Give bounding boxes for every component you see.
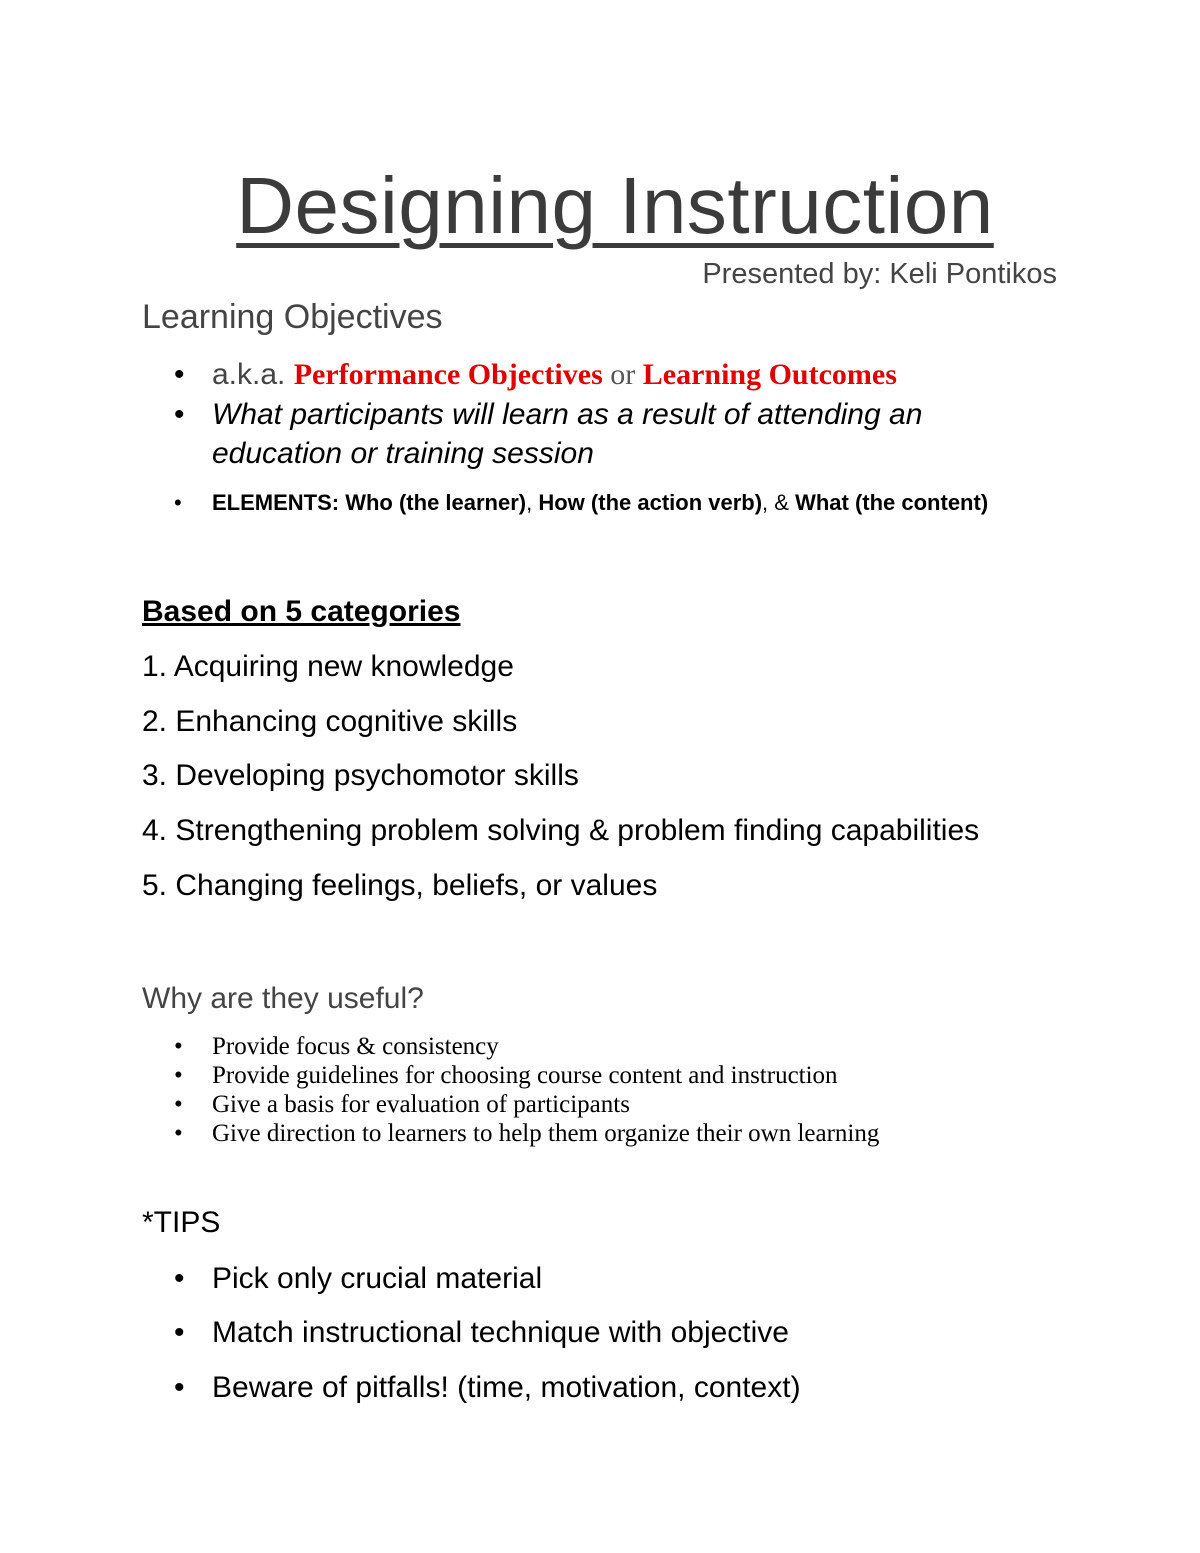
tip-item-text: Match instructional technique with objective — [212, 1316, 789, 1349]
tip-item — [174, 1371, 801, 1405]
learning-objectives-heading: Learning Objectives — [142, 298, 443, 336]
why-heading: Why are they useful? — [142, 982, 424, 1015]
aka-prefix: a.k.a. — [212, 358, 294, 391]
why-item-text: Give a basis for evaluation of participants — [212, 1091, 630, 1118]
bullet-glyph: • — [174, 1120, 183, 1147]
elements-bullet — [174, 490, 988, 516]
elements-sep-1: , — [526, 490, 539, 515]
definition-line-1: What participants will learn as a result of attending an — [212, 398, 923, 431]
bullet-glyph: • — [174, 1033, 183, 1060]
why-item-text: Provide focus & consistency — [212, 1033, 499, 1060]
aka-joiner: or — [602, 358, 643, 391]
bullet-glyph: • — [174, 1371, 185, 1404]
category-item: 3. Developing psychomotor skills — [142, 759, 579, 792]
bullet-glyph: • — [174, 490, 182, 515]
bullet-glyph: • — [174, 1091, 183, 1118]
why-item — [174, 1091, 630, 1119]
tip-item-text: Pick only crucial material — [212, 1262, 543, 1295]
definition-bullet — [174, 398, 922, 432]
aka-bullet — [174, 358, 897, 392]
presenter-line: Presented by: Keli Pontikos — [702, 258, 1057, 290]
why-item — [174, 1033, 499, 1061]
elements-what: What (the content) — [795, 490, 989, 515]
categories-heading: Based on 5 categories — [142, 595, 461, 628]
why-item-text: Provide guidelines for choosing course content and instruction — [212, 1062, 838, 1089]
why-item-text: Give direction to learners to help them organize their own learning — [212, 1120, 880, 1147]
bullet-glyph: • — [174, 1262, 185, 1295]
term-learning-outcomes: Learning Outcomes — [642, 358, 897, 391]
bullet-glyph: • — [174, 398, 185, 431]
tip-item — [174, 1316, 789, 1350]
elements-who: ELEMENTS: Who (the learner) — [212, 490, 527, 515]
elements-how: How (the action verb) — [538, 490, 763, 515]
category-item: 4. Strengthening problem solving & problem finding capabilities — [142, 814, 980, 847]
tips-heading: *TIPS — [142, 1206, 221, 1239]
page-title: Designing Instruction — [236, 161, 994, 250]
tip-item — [174, 1262, 542, 1296]
category-item: 1. Acquiring new knowledge — [142, 650, 514, 683]
why-item — [174, 1120, 879, 1148]
tip-item-text: Beware of pitfalls! (time, motivation, context) — [212, 1371, 801, 1404]
bullet-glyph: • — [174, 358, 185, 391]
category-item: 2. Enhancing cognitive skills — [142, 705, 518, 738]
why-item — [174, 1062, 838, 1090]
bullet-glyph: • — [174, 1316, 185, 1349]
elements-sep-2: , & — [762, 490, 796, 515]
category-item: 5. Changing feelings, beliefs, or values — [142, 869, 658, 902]
bullet-glyph: • — [174, 1062, 183, 1089]
definition-line-2: education or training session — [212, 437, 594, 470]
term-performance-objectives: Performance Objectives — [293, 358, 603, 391]
